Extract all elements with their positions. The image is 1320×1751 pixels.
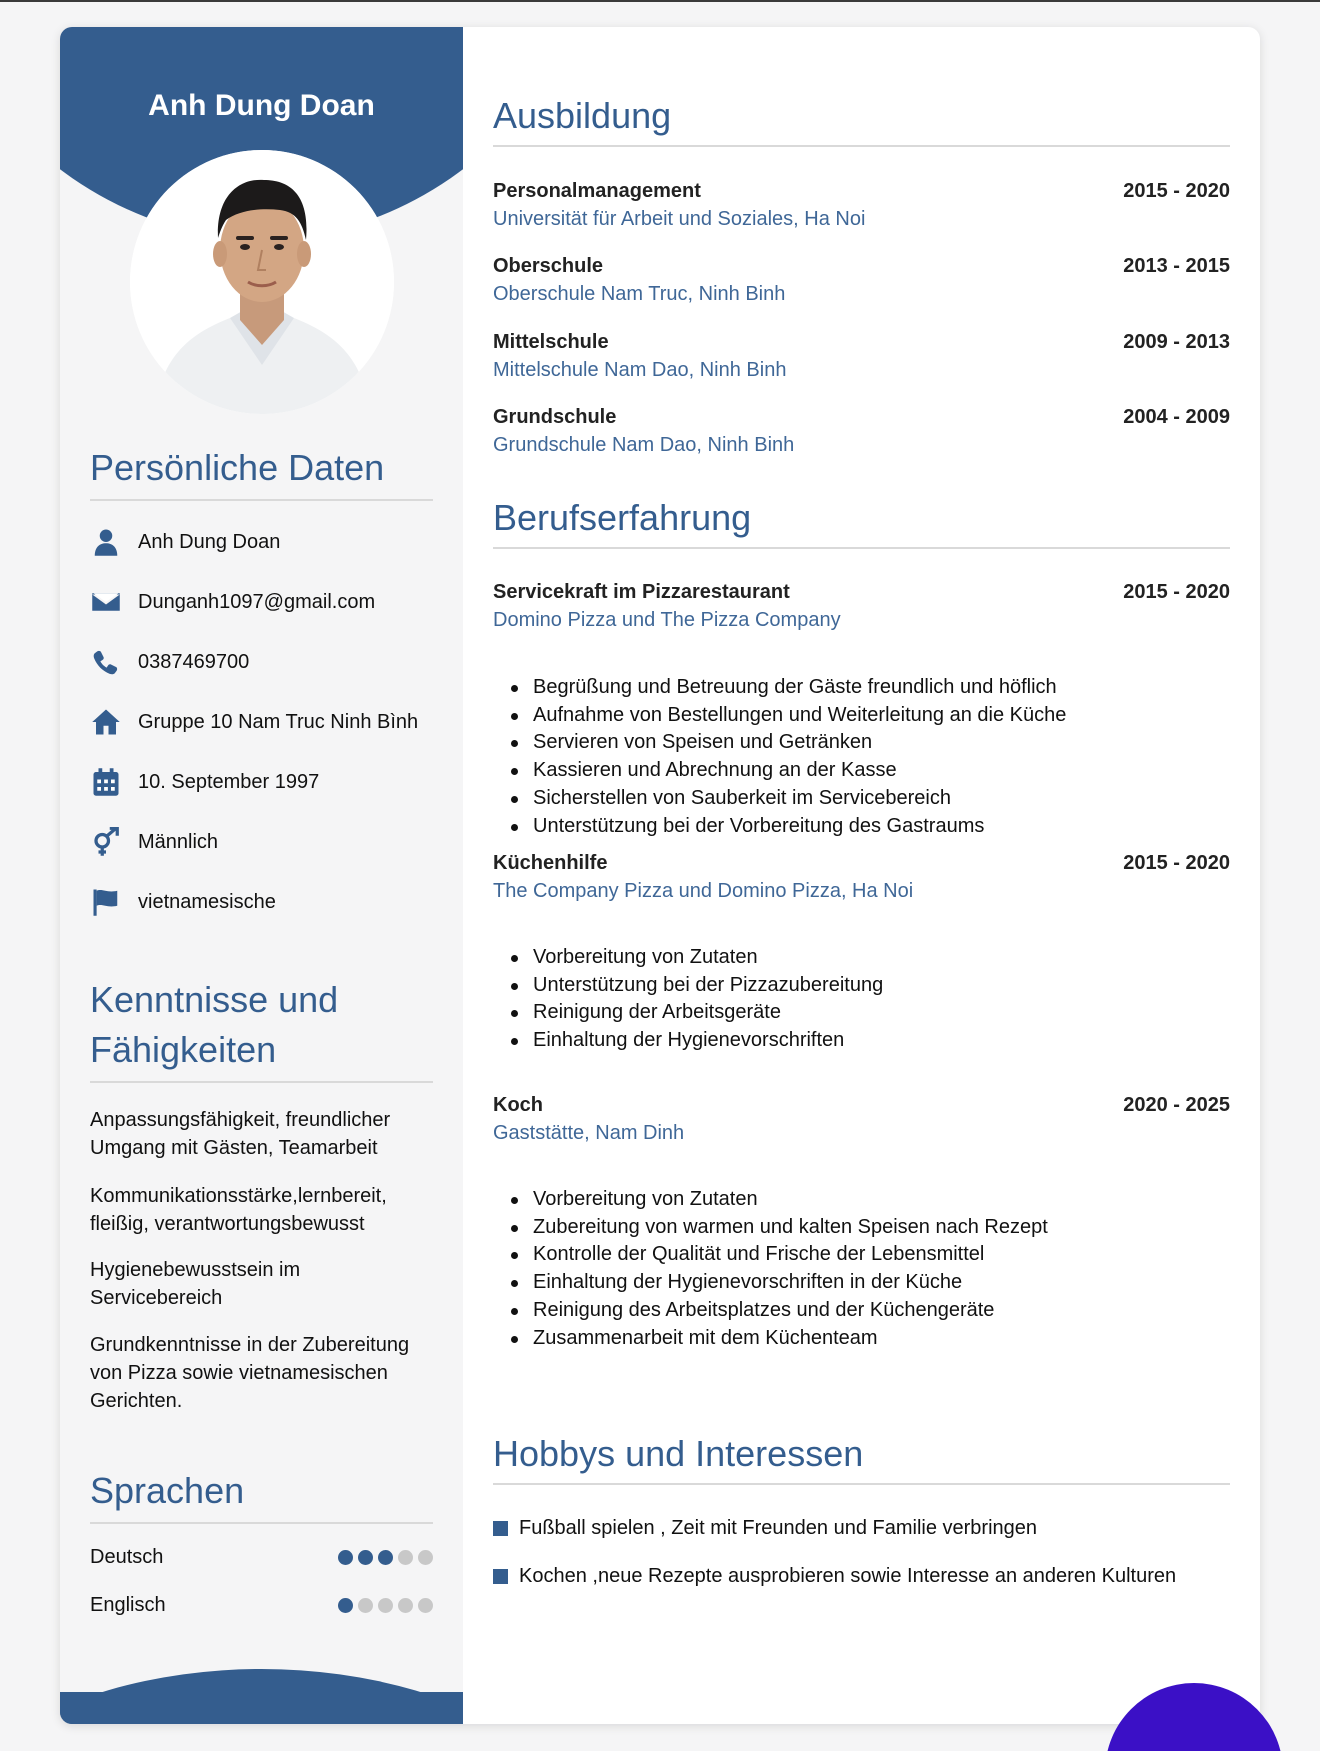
bullet-item: Zusammenarbeit mit dem Küchenteam [533,1325,1213,1353]
level-dot-empty [418,1598,433,1613]
entry-title: Küchenhilfe [493,852,608,874]
personal-email[interactable]: Dunganh1097@gmail.com [138,590,376,613]
level-dot-filled [338,1598,353,1613]
divider [493,1483,1230,1485]
language-row-deutsch [90,1546,433,1569]
hobbies-title: Hobbys und Interessen [493,1433,864,1474]
language-name: Englisch [90,1594,166,1616]
personal-name: Anh Dung Doan [138,530,281,553]
hobby-text: Kochen ,neue Rezepte ausprobieren sowie Interesse an anderen Kulturen [519,1564,1177,1587]
divider [90,1522,433,1524]
hobby-item [493,1514,1037,1542]
experience-entry [493,849,1230,905]
language-level [333,1598,433,1613]
level-dot-empty [398,1598,413,1613]
entry-years: 2015 - 2020 [1123,852,1230,874]
bullet-item: Kontrolle der Qualität und Frische der Lebensmittel [533,1241,1213,1269]
level-dot-empty [378,1598,393,1613]
skills-title-line-1: Kenntnisse und [90,979,339,1020]
skill-item: Grundkenntnisse in der Zubereitung von Pizza sowie vietnamesischen Gerichten. [90,1334,410,1412]
personal-birthday: 10. September 1997 [138,770,320,793]
envelope-icon [90,586,122,618]
entry-years: 2015 - 2020 [1123,180,1230,202]
sidebar [60,27,463,1724]
bullet-item: Sicherstellen von Sauberkeit im Servicebereich [533,785,1213,813]
entry-title: Personalmanagement [493,180,701,202]
education-title: Ausbildung [493,95,672,136]
divider [90,1081,433,1083]
main-content [493,27,1230,1724]
entry-place: Gaststätte, Nam Dinh [493,1122,685,1144]
entry-years: 2009 - 2013 [1123,331,1230,353]
personal-address-row [90,704,418,740]
language-level [333,1550,433,1565]
level-dot-filled [358,1550,373,1565]
bullet-item: Kassieren und Abrechnung an der Kasse [533,757,1213,785]
candidate-name: Anh Dung Doan [148,89,375,122]
language-row-englisch [90,1594,433,1617]
flag-icon [90,886,122,918]
personal-address: Gruppe 10 Nam Truc Ninh Bình [138,710,419,733]
experience-entry [493,1091,1230,1147]
level-dot-empty [358,1598,373,1613]
skill-item: Kommunikationsstärke,lernbereit, fleißig, verantwortungsbewusst [90,1185,387,1235]
calendar-icon [90,766,122,798]
divider [493,547,1230,549]
experience-title: Berufserfahrung [493,497,752,538]
entry-title: Grundschule [493,406,617,428]
skill-item: Anpassungsfähigkeit, freundlicher Umgang mit Gästen, Teamarbeit [90,1109,391,1159]
entry-years: 2015 - 2020 [1123,581,1230,603]
bullet-item: Vorbereitung von Zutaten [533,1186,1213,1214]
personal-data-title: Persönliche Daten [90,447,385,488]
education-entry [493,403,1230,459]
bullet-item: Einhaltung der Hygienevorschriften [533,1027,1213,1055]
bullet-item: Unterstützung bei der Vorbereitung des Gastraums [533,813,1213,841]
language-name: Deutsch [90,1546,164,1568]
profile-photo [130,150,394,414]
hobby-item [493,1562,1176,1590]
entry-place: Oberschule Nam Truc, Ninh Binh [493,283,786,305]
footer-band [60,1692,463,1724]
personal-gender-row [90,824,218,860]
entry-place: Domino Pizza und The Pizza Company [493,609,841,631]
divider [90,499,433,501]
entry-place: Grundschule Nam Dao, Ninh Binh [493,434,795,456]
gender-icon [90,826,122,858]
divider [493,145,1230,147]
experience-bullets [533,1186,1213,1352]
square-bullet-icon [493,1521,508,1536]
bullet-item: Zubereitung von warmen und kalten Speisen nach Rezept [533,1214,1213,1242]
education-entry [493,177,1230,233]
entry-title: Koch [493,1094,543,1116]
entry-place: The Company Pizza und Domino Pizza, Ha Noi [493,880,914,902]
education-entry [493,252,1230,308]
skills-title-line-2: Fähigkeiten [90,1029,277,1070]
languages-title: Sprachen [90,1470,245,1511]
personal-gender: Männlich [138,830,219,853]
education-entry [493,328,1230,384]
personal-phone[interactable]: 0387469700 [138,650,250,673]
level-dot-empty [398,1550,413,1565]
bullet-item: Reinigung der Arbeitsgeräte [533,999,1213,1027]
skill-item: Hygienebewusstsein im Servicebereich [90,1259,301,1309]
top-border [0,0,1320,2]
experience-bullets [533,674,1213,840]
bullet-item: Servieren von Speisen und Getränken [533,729,1213,757]
personal-email-row [90,584,375,620]
personal-nationality: vietnamesische [138,890,276,913]
bullet-item: Unterstützung bei der Pizzazubereitung [533,972,1213,1000]
square-bullet-icon [493,1569,508,1584]
entry-title: Servicekraft im Pizzarestaurant [493,581,790,603]
bullet-item: Begrüßung und Betreuung der Gäste freundlich und höflich [533,674,1213,702]
personal-birthday-row [90,764,319,800]
personal-name-row [90,524,280,560]
entry-title: Mittelschule [493,331,609,353]
bullet-item: Reinigung des Arbeitsplatzes und der Küchengeräte [533,1297,1213,1325]
bullet-item: Einhaltung der Hygienevorschriften in der Küche [533,1269,1213,1297]
experience-bullets [533,944,1213,1055]
entry-place: Mittelschule Nam Dao, Ninh Binh [493,359,787,381]
entry-years: 2004 - 2009 [1123,406,1230,428]
bullet-item: Aufnahme von Bestellungen und Weiterleitung an die Küche [533,702,1213,730]
experience-entry [493,578,1230,634]
user-icon [90,526,122,558]
phone-icon [90,646,122,678]
resume-card [60,27,1260,1724]
level-dot-empty [418,1550,433,1565]
personal-nationality-row [90,884,276,920]
level-dot-filled [338,1550,353,1565]
entry-years: 2013 - 2015 [1123,255,1230,277]
bullet-item: Vorbereitung von Zutaten [533,944,1213,972]
home-icon [90,706,122,738]
entry-years: 2020 - 2025 [1123,1094,1230,1116]
entry-place: Universität für Arbeit und Soziales, Ha Noi [493,208,866,230]
hobby-text: Fußball spielen , Zeit mit Freunden und Familie verbringen [519,1516,1038,1539]
level-dot-filled [378,1550,393,1565]
personal-phone-row [90,644,249,680]
entry-title: Oberschule [493,255,604,277]
